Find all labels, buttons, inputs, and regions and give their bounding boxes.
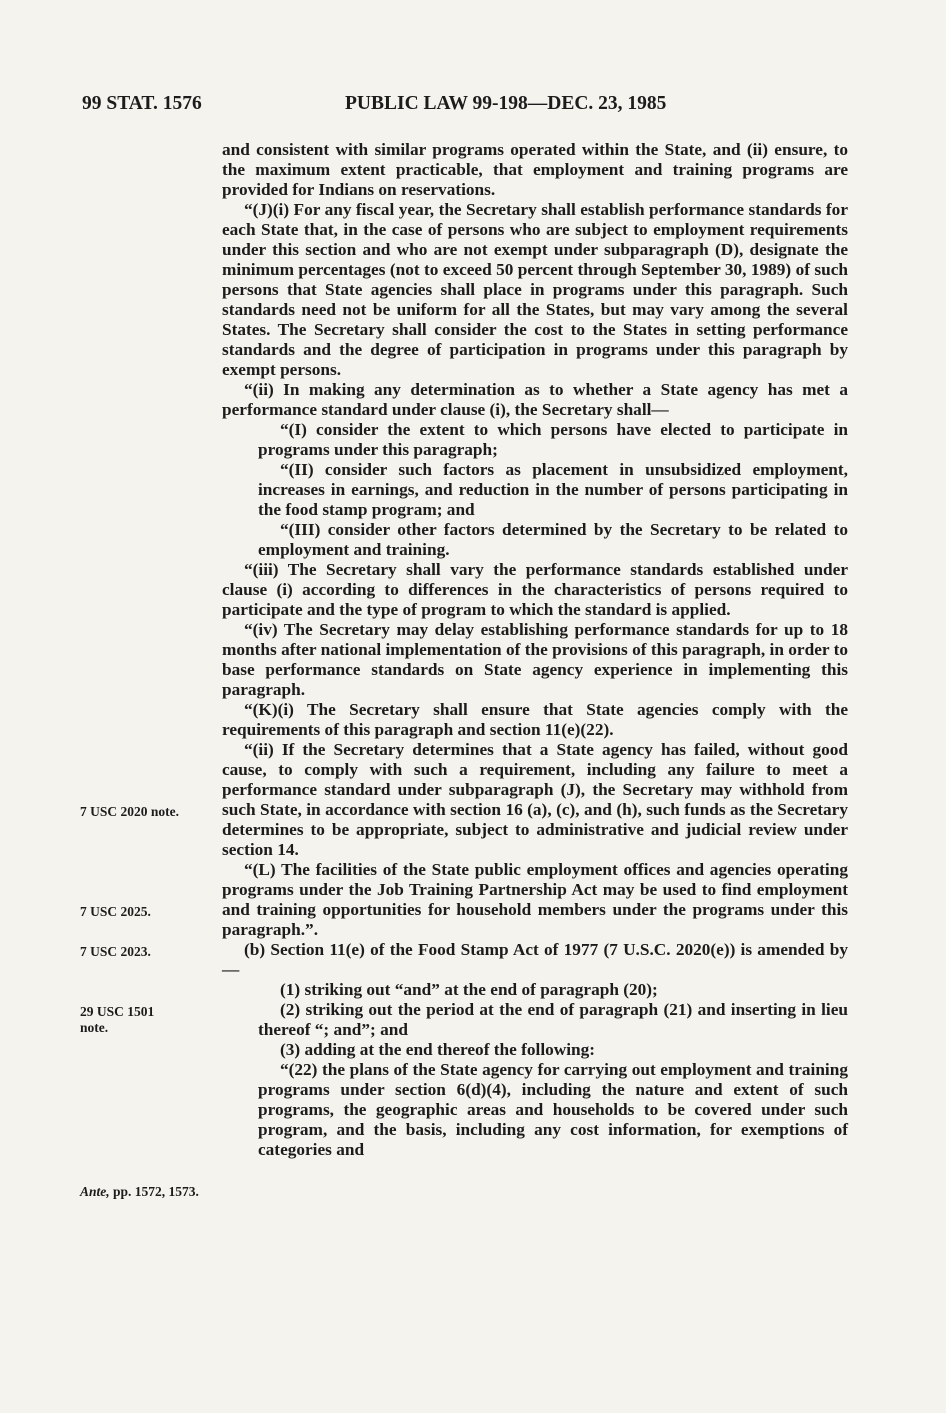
paragraph: “(iv) The Secretary may delay establishing performance standards for up to 18 months after national implementation of the provisions of this paragraph, in order to base performance standards on State agency experience in implementing this paragraph. [222,620,848,699]
paragraph: “(K)(i) The Secretary shall ensure that State agencies comply with the requirements of this paragraph and section 11(e)(22). [222,700,848,739]
subparagraph: “(I) consider the extent to which persons have elected to participate in programs under this paragraph; [258,420,848,459]
paragraph: “(iii) The Secretary shall vary the performance standards established under clause (i) according to differences in the characteristics of persons required to participate and the type of program to which the standard is applied. [222,560,848,619]
body-text [222,140,848,1160]
paragraph: “(J)(i) For any fiscal year, the Secretary shall establish performance standards for each State that, in the case of persons who are subject to employment requirements under this section and who are not exempt under subparagraph (D), designate the minimum percentages (not to exceed 50 percent through September 30, 1989) of such persons that State agencies shall place in programs under this paragraph. Such standards need not be uniform for all the States, but may vary among the several States. The Secretary shall consider the cost to the States in setting performance standards and the degree of participation in programs under this paragraph by exempt persons. [222,200,848,379]
margin-note: 7 USC 2025. [80,904,151,919]
margin-note-ante [80,1184,200,1200]
paragraph: “(ii) If the Secretary determines that a State agency has failed, without good cause, to comply with such a requirement, including any failure to meet a performance standard under subparagraph (J), the Secretary may withhold from such State, in accordance with section 16 (a), (c), and (h), such funds as the Secretary determines to be appropriate, subject to administrative and judicial review under section 14. [222,740,848,859]
paragraph: (b) Section 11(e) of the Food Stamp Act of 1977 (7 U.S.C. 2020(e)) is amended by— [222,940,848,979]
margin-note-pages: pp. 1572, 1573. [109,1184,199,1199]
margin-note-italic: Ante, [80,1184,110,1199]
margin-note: 7 USC 2020 note. [80,804,180,819]
paragraph: “(L) The facilities of the State public employment offices and agencies operating programs under the Job Training Partnership Act may be used to find employment and training opportunities for household members under the programs under this paragraph.”. [222,860,848,939]
statute-page-number: 99 STAT. 1576 [82,93,202,114]
subparagraph: (2) striking out the period at the end of paragraph (21) and inserting in lieu thereof “; and”; and [258,1000,848,1039]
paragraph: and consistent with similar programs operated within the State, and (ii) ensure, to the maximum extent practicable, that employment and training programs are provided for Indians on reservations. [222,140,848,199]
page-header [82,93,842,117]
margin-note: 7 USC 2023. [80,944,151,959]
subparagraph: “(II) consider such factors as placement in unsubsidized employment, increases in earnings, and reduction in the number of persons participating in the food stamp program; and [258,460,848,519]
subparagraph: (1) striking out “and” at the end of paragraph (20); [280,980,658,999]
paragraph: “(ii) In making any determination as to whether a State agency has met a performance standard under clause (i), the Secretary shall— [222,380,848,419]
subparagraph: “(III) consider other factors determined by the Secretary to be related to employment and training. [258,520,848,559]
public-law-title: PUBLIC LAW 99-198—DEC. 23, 1985 [345,93,667,114]
subparagraph: “(22) the plans of the State agency for carrying out employment and training programs under section 6(d)(4), including the nature and extent of such programs, the geographic areas and households to be covered under such program, and the basis, including any cost information, for exemptions of categories and [258,1060,848,1159]
subparagraph: (3) adding at the end thereof the following: [280,1040,596,1059]
margin-note: 29 USC 1501 note. [80,1004,155,1035]
